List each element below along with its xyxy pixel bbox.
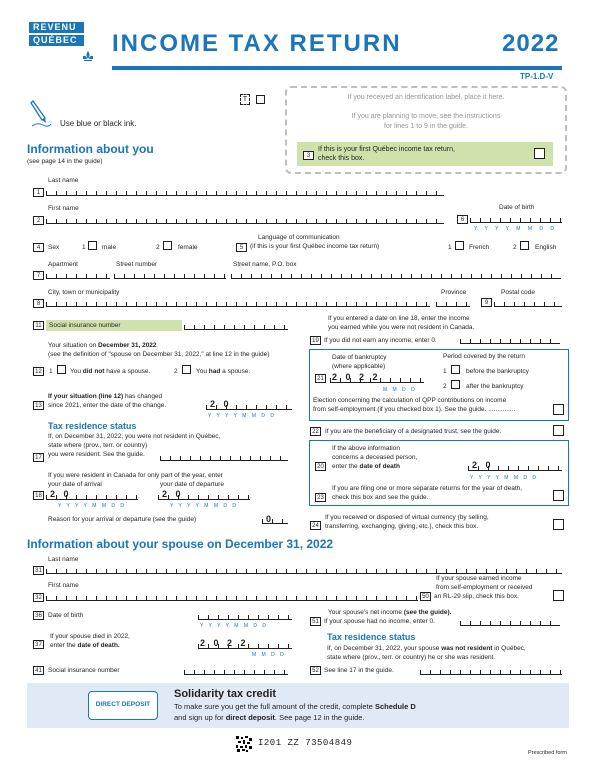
residence-text: If, on December 31, 2022, you were not resident in Québec, state where (prov., terr. or country) you were resident. See the guide.	[48, 433, 221, 458]
male-num: 1	[82, 244, 86, 251]
line-50-number: 50	[420, 592, 431, 601]
street-name-label: Street name, P.O. box	[233, 261, 297, 268]
had-spouse-checkbox[interactable]	[182, 365, 191, 374]
spouse-sin-field[interactable]	[184, 669, 288, 675]
no-spouse-checkbox[interactable]	[57, 365, 66, 374]
departure-label: your date of departure	[160, 481, 224, 488]
first-name-field[interactable]	[46, 218, 444, 224]
line-41-number: 41	[33, 666, 44, 675]
dob-field[interactable]	[470, 217, 562, 223]
first-name-label: First name	[48, 205, 79, 212]
residence-field[interactable]	[160, 455, 288, 461]
sin-label: Social insurance number	[46, 320, 182, 331]
line-22-number: 22	[310, 427, 321, 436]
separate-returns-checkbox[interactable]	[553, 490, 564, 501]
language-label: Language of communication (if this is your first Québec income tax return)	[250, 234, 380, 250]
bankruptcy-date-label: Date of bankruptcy (where applicable)	[332, 354, 387, 370]
had-spouse-num: 2	[174, 368, 178, 375]
french-checkbox[interactable]	[455, 241, 464, 250]
female-num: 2	[156, 244, 160, 251]
last-name-field[interactable]	[46, 190, 444, 196]
arrival-format: Y Y Y Y M M D D	[58, 503, 126, 509]
t-checkbox[interactable]	[256, 95, 265, 104]
bankruptcy-date-field[interactable]	[330, 377, 424, 383]
solidarity-line-1: To make sure you get the full amount of the credit, complete Schedule D	[174, 702, 416, 711]
postal-field[interactable]	[494, 301, 562, 307]
english-label: English	[535, 244, 557, 251]
reason-field[interactable]	[262, 518, 288, 524]
designated-trust-checkbox[interactable]	[553, 425, 564, 436]
female-label: female	[178, 244, 198, 251]
dob-label: Date of birth	[499, 204, 535, 211]
spouse-death-date-field[interactable]	[198, 643, 292, 649]
self-employment-checkbox[interactable]	[553, 590, 564, 601]
first-return-checkbox[interactable]	[534, 148, 545, 159]
residence-title: Tax residence status	[48, 421, 137, 431]
province-field[interactable]	[436, 301, 470, 307]
english-num: 2	[513, 244, 517, 251]
before-bankruptcy-checkbox[interactable]	[451, 365, 460, 374]
line-8-number: 8	[33, 299, 44, 308]
french-num: 1	[448, 244, 452, 251]
before-num: 1	[443, 368, 447, 375]
situation-change-format: Y Y Y Y M M D D	[208, 413, 276, 419]
spouse-death-date-format: M M D D	[252, 652, 286, 658]
line-9-number: 9	[481, 298, 492, 307]
male-checkbox[interactable]	[88, 241, 97, 250]
period-label: Period covered by the return	[443, 353, 526, 360]
line-19-text: If you entered a date on line 18, enter the income you earned while you were not resident in Canada.	[328, 315, 475, 331]
spouse-last-name-label: Last name	[48, 556, 79, 563]
solidarity-title: Solidarity tax credit	[174, 688, 277, 700]
departure-field[interactable]	[158, 494, 250, 500]
female-checkbox[interactable]	[163, 241, 172, 250]
form-title: INCOME TAX RETURN	[112, 30, 402, 57]
sin-field[interactable]	[184, 324, 288, 330]
t-label: T	[240, 94, 250, 105]
line-21-number: 21	[315, 374, 326, 383]
ink-instruction: Use blue or black ink.	[60, 119, 137, 128]
logo-text-revenu: REVENU	[29, 22, 84, 33]
after-bankruptcy-checkbox[interactable]	[451, 380, 460, 389]
spouse-first-name-field[interactable]	[46, 595, 418, 601]
line-36-number: 36	[33, 611, 44, 620]
header-rule	[112, 66, 562, 70]
line-31-number: 31	[33, 566, 44, 575]
qpp-election-checkbox[interactable]	[553, 404, 564, 415]
line-5-number: 5	[236, 243, 247, 252]
spouse-net-income-text: Your spouse's net income (see the guide).	[328, 609, 452, 616]
spouse-sin-label: Social insurance number	[48, 667, 120, 674]
line-11-number: 11	[33, 321, 44, 330]
date-of-death-format: Y Y Y Y M M D D	[470, 475, 538, 481]
line-52-text: See line 17 in the guide.	[324, 667, 394, 674]
situation-change-text: If your situation (line 12) has changed since 2021, enter the date of the change.	[48, 393, 167, 409]
no-spouse-num: 1	[49, 368, 53, 375]
reason-label: Reason for your arrival or departure (see the guide)	[48, 516, 197, 523]
rl29-text: an RL-29 slip, check this box.	[434, 593, 519, 600]
line-19-number: 19	[310, 336, 321, 345]
line-7-number: 7	[33, 271, 44, 280]
spouse-dob-label: Date of birth	[48, 612, 84, 619]
logo-text-quebec: QUÉBEC	[29, 35, 84, 46]
before-bankruptcy-label: before the bankruptcy	[466, 368, 529, 375]
part-year-text: If you were resident in Canada for only part of the year, enter	[48, 472, 223, 479]
self-employment-text: If your spouse earned income from self-employment or received	[436, 575, 533, 591]
situation-label: Your situation on December 31, 2022 (see the definition of "spouse on December 31, 2022," at line 12 in the guide)	[48, 342, 270, 358]
line-23-number: 23	[315, 493, 326, 502]
province-label: Province	[441, 289, 467, 296]
street-name-field[interactable]	[231, 273, 561, 279]
after-num: 2	[443, 383, 447, 390]
spouse-first-name-label: First name	[48, 582, 79, 589]
spouse-no-income-text: If your spouse had no income, enter 0.	[324, 618, 435, 625]
arrival-label: your date of arrival	[48, 481, 102, 488]
line-13-number: 13	[33, 401, 44, 410]
city-label: City, town or municipality	[48, 289, 120, 296]
virtual-currency-checkbox[interactable]	[553, 519, 564, 530]
form-code: TP-1.D-V	[520, 72, 554, 81]
had-spouse-label: You had a spouse.	[196, 368, 251, 375]
line-23-text: If you are filing one or more separate returns for the year of death, check this box and see the guide.	[332, 485, 523, 501]
line-12-number: 12	[33, 367, 44, 376]
line-20-number: 20	[315, 462, 326, 471]
prescribed-form-label: Prescribed form	[528, 750, 567, 756]
apartment-field[interactable]	[46, 273, 110, 279]
spouse-section-title: Information about your spouse on December 31, 2022	[27, 537, 334, 551]
english-checkbox[interactable]	[520, 241, 529, 250]
line-2-number: 2	[33, 216, 44, 225]
line-24-text: If you received or disposed of virtual currency (by selling, transferring, exchanging, giving, etc.), check this box.	[325, 514, 489, 530]
line-3-number: 3	[303, 151, 314, 160]
solidarity-line-2: and sign up for direct deposit. See page 12 in the guide.	[174, 713, 365, 722]
fleur-de-lis-icon	[81, 50, 95, 64]
spouse-residence-title: Tax residence status	[327, 632, 416, 642]
apartment-label: Apartment	[48, 261, 78, 268]
line-19-zero-text: If you did not earn any income, enter 0.	[324, 337, 437, 344]
tax-year: 2022	[502, 30, 560, 57]
sex-label: Sex	[48, 244, 60, 251]
move-instruction: If you are planning to move, see the instructions for lines 1 to 9 in the guide.	[351, 113, 501, 130]
line-1-number: 1	[33, 188, 44, 197]
line-18-number: 18	[33, 491, 44, 500]
first-return-text: If this is your first Québec income tax return, check this box.	[318, 146, 455, 162]
bankruptcy-date-format: M M D D	[383, 387, 417, 393]
line-37-number: 37	[33, 640, 44, 649]
spouse-died-text: If your spouse died in 2022, enter the date of death.	[50, 633, 130, 649]
line-6-number: 6	[457, 215, 468, 224]
last-name-label: Last name	[48, 177, 79, 184]
spouse-residence-field[interactable]	[420, 669, 562, 675]
line-19-field[interactable]	[460, 338, 560, 344]
deceased-text: If the above information concerns a deceased person, enter the date of death	[332, 445, 418, 470]
date-of-death-field[interactable]	[468, 465, 562, 471]
situation-change-field[interactable]	[206, 404, 292, 410]
street-number-label: Street number	[116, 261, 158, 268]
male-label: male	[102, 244, 117, 251]
revenu-quebec-logo	[29, 22, 92, 64]
city-field[interactable]	[46, 301, 430, 307]
line-24-number: 24	[310, 521, 321, 530]
info-section-subtitle: (see page 14 in the guide)	[27, 158, 103, 165]
direct-deposit-label: DIRECT DEPOSIT	[95, 701, 151, 708]
dob-format: Y Y Y Y M M D D	[474, 226, 557, 232]
pen-icon	[30, 98, 52, 128]
arrival-field[interactable]	[46, 494, 138, 500]
qpp-election-text: Election concerning the calculation of QPP contributions on income from self-employment (if you checked box 1). See the guide. ...............	[313, 397, 516, 413]
line-22-text: If you are the beneficiary of a designated trust, see the guide.	[325, 428, 502, 435]
line-32-number: 32	[33, 593, 44, 602]
barcode-icon	[236, 736, 252, 752]
after-bankruptcy-label: after the bankruptcy	[466, 383, 524, 390]
postal-label: Postal code	[501, 289, 535, 296]
departure-format: Y Y Y Y M M D D	[170, 503, 238, 509]
street-number-field[interactable]	[114, 273, 226, 279]
spouse-net-income-field[interactable]	[460, 620, 560, 626]
no-spouse-label: You did not have a spouse.	[70, 368, 151, 375]
form-identifier: I201 ZZ 73504849	[258, 738, 353, 748]
line-4-number: 4	[33, 243, 44, 252]
french-label: French	[469, 244, 490, 251]
spouse-dob-format: Y Y Y Y M M D D	[200, 623, 268, 629]
line-52-number: 52	[310, 666, 321, 675]
spouse-residence-text: If, on December 31, 2022, your spouse was not resident in Québec, state where (prov., terr. or country) he or she was resident.	[327, 645, 526, 661]
line-17-number: 17	[33, 453, 44, 462]
info-section-title: Information about you	[27, 142, 154, 156]
spouse-dob-field[interactable]	[198, 614, 292, 620]
label-instruction: If you received an identification label, place it here.	[347, 94, 505, 101]
line-51-number: 51	[310, 617, 321, 626]
